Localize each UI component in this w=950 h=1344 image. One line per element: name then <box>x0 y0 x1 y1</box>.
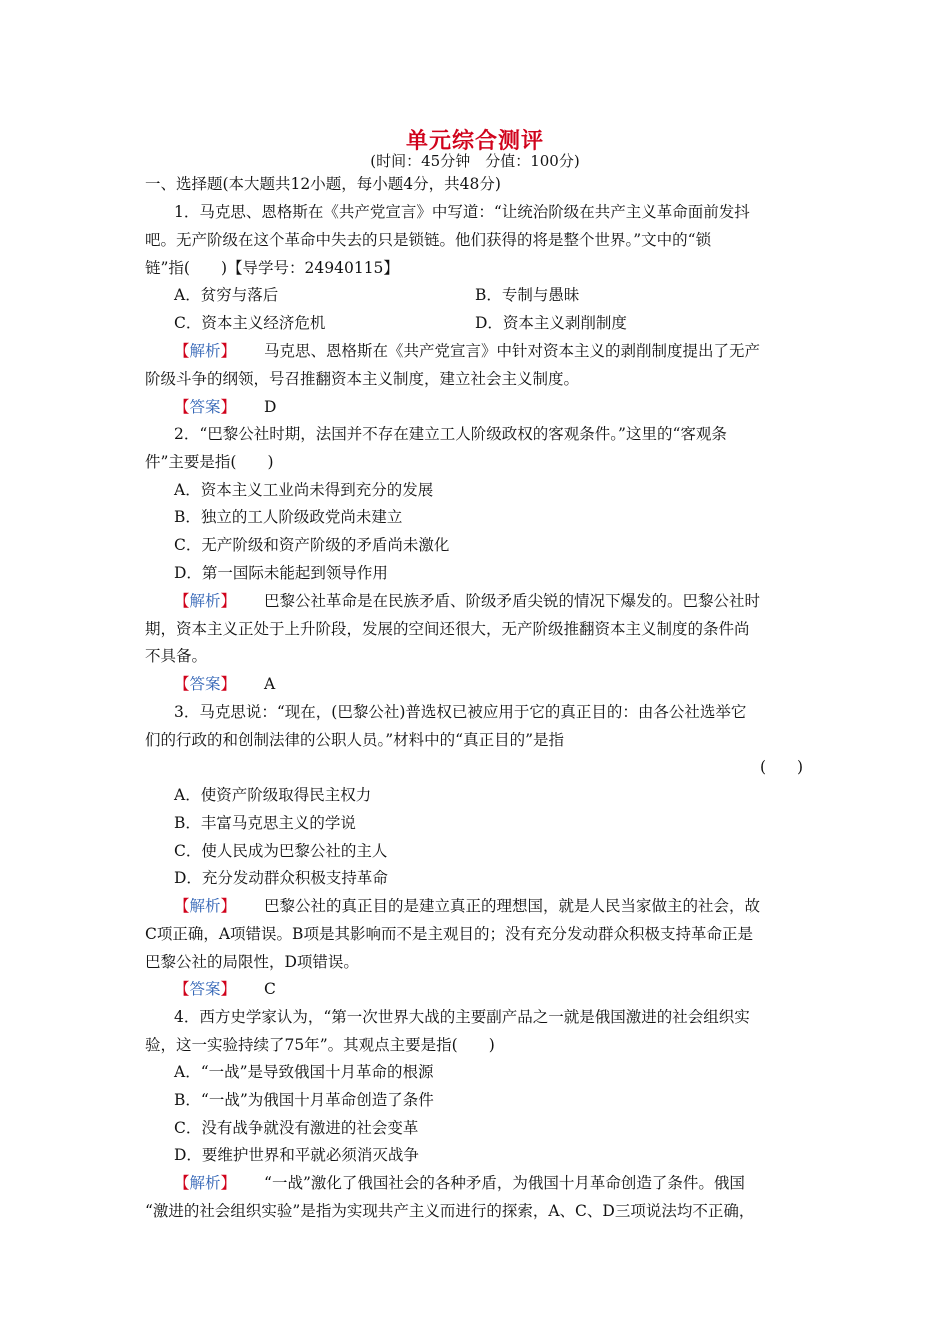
q1-explanation-line1: 【解析】 马克思、恩格斯在《共产党宣言》中针对资本主义的剥削制度提出了无产 <box>174 342 761 360</box>
q3-stem-line2: 们的行政的和创制法律的公职人员。”材料中的“真正目的”是指 <box>145 731 565 749</box>
q1-option-c: C．资本主义经济危机 <box>174 314 326 332</box>
answer-tag: 【答案】 <box>174 398 237 416</box>
q4-stem-line1: 4．西方史学家认为，“第一次世界大战的主要副产品之一就是俄国激进的社会组织实 <box>174 1008 750 1026</box>
answer-tag: 【答案】 <box>174 980 237 998</box>
q3-option-c: C．使人民成为巴黎公社的主人 <box>174 842 388 860</box>
q4-option-b: B．“一战”为俄国十月革命创造了条件 <box>174 1091 434 1109</box>
answer-tag: 【答案】 <box>174 675 237 693</box>
q2-stem-line1: 2．“巴黎公社时期，法国并不存在建立工人阶级政权的客观条件。”这里的“客观条 <box>174 425 727 443</box>
q2-option-b: B．独立的工人阶级政党尚未建立 <box>174 508 403 526</box>
q1-option-a: A．贫穷与落后 <box>174 286 279 304</box>
q3-answer: 【答案】 C <box>174 980 276 998</box>
q4-option-d: D．要维护世界和平就必须消灭战争 <box>174 1146 419 1164</box>
q4-option-c: C．没有战争就没有激进的社会变革 <box>174 1119 419 1137</box>
q4-explanation-line2: “激进的社会组织实验”是指为实现共产主义而进行的探索，A、C、D三项说法均不正确， <box>145 1202 755 1220</box>
explanation-tag: 【解析】 <box>174 592 237 610</box>
q3-explanation-line2: C项正确，A项错误。B项是其影响而不是主观目的；没有充分发动群众积极支持革命正是 <box>145 925 753 943</box>
q4-option-a: A．“一战”是导致俄国十月革命的根源 <box>174 1063 434 1081</box>
q3-stem-line1: 3．马克思说：“现在，(巴黎公社)普选权已被应用于它的真正目的：由各公社选举它 <box>174 703 747 721</box>
q3-answer-paren: ( ) <box>760 758 804 776</box>
explanation-tag: 【解析】 <box>174 342 237 360</box>
explanation-tag: 【解析】 <box>174 897 237 915</box>
q3-explanation-line3: 巴黎公社的局限性，D项错误。 <box>145 953 359 971</box>
q3-option-b: B．丰富马克思主义的学说 <box>174 814 356 832</box>
q1-stem-line1: 1．马克思、恩格斯在《共产党宣言》中写道：“让统治阶级在共产主义革命面前发抖 <box>174 203 750 221</box>
q2-answer: 【答案】 A <box>174 675 276 693</box>
q1-stem-line2: 吧。无产阶级在这个革命中失去的只是锁链。他们获得的将是整个世界。”文中的“锁 <box>145 231 712 249</box>
q3-explanation-line1: 【解析】 巴黎公社的真正目的是建立真正的理想国，就是人民当家做主的社会，故 <box>174 897 761 915</box>
q2-explanation-line3: 不具备。 <box>145 647 208 665</box>
q1-stem-line3: 链”指( )【导学号：24940115】 <box>145 259 399 277</box>
page-subtitle: (时间：45分钟 分值：100分) <box>370 152 580 170</box>
q4-explanation-line1: 【解析】 “一战”激化了俄国社会的各种矛盾，为俄国十月革命创造了条件。俄国 <box>174 1174 745 1192</box>
q3-option-a: A．使资产阶级取得民主权力 <box>174 786 372 804</box>
q1-explanation-line2: 阶级斗争的纲领，号召推翻资本主义制度，建立社会主义制度。 <box>145 370 580 388</box>
explanation-tag: 【解析】 <box>174 1174 237 1192</box>
q2-option-d: D．第一国际未能起到领导作用 <box>174 564 388 582</box>
q2-stem-line2: 件”主要是指( ) <box>145 453 274 471</box>
q2-option-c: C．无产阶级和资产阶级的矛盾尚未激化 <box>174 536 450 554</box>
q1-answer: 【答案】 D <box>174 398 277 416</box>
page-title: 单元综合测评 <box>405 128 544 154</box>
q2-explanation-line2: 期，资本主义正处于上升阶段，发展的空间还很大，无产阶级推翻资本主义制度的条件尚 <box>145 620 750 638</box>
q1-option-d: D．资本主义剥削制度 <box>475 314 627 332</box>
q2-explanation-line1: 【解析】 巴黎公社革命是在民族矛盾、阶级矛盾尖锐的情况下爆发的。巴黎公社时 <box>174 592 761 610</box>
q4-stem-line2: 验，这一实验持续了75年”。其观点主要是指( ) <box>145 1036 495 1054</box>
q2-option-a: A．资本主义工业尚未得到充分的发展 <box>174 481 434 499</box>
section-heading: 一、选择题(本大题共12小题，每小题4分，共48分) <box>145 175 501 193</box>
q1-option-b: B．专制与愚昧 <box>475 286 580 304</box>
q3-option-d: D．充分发动群众积极支持革命 <box>174 869 388 887</box>
